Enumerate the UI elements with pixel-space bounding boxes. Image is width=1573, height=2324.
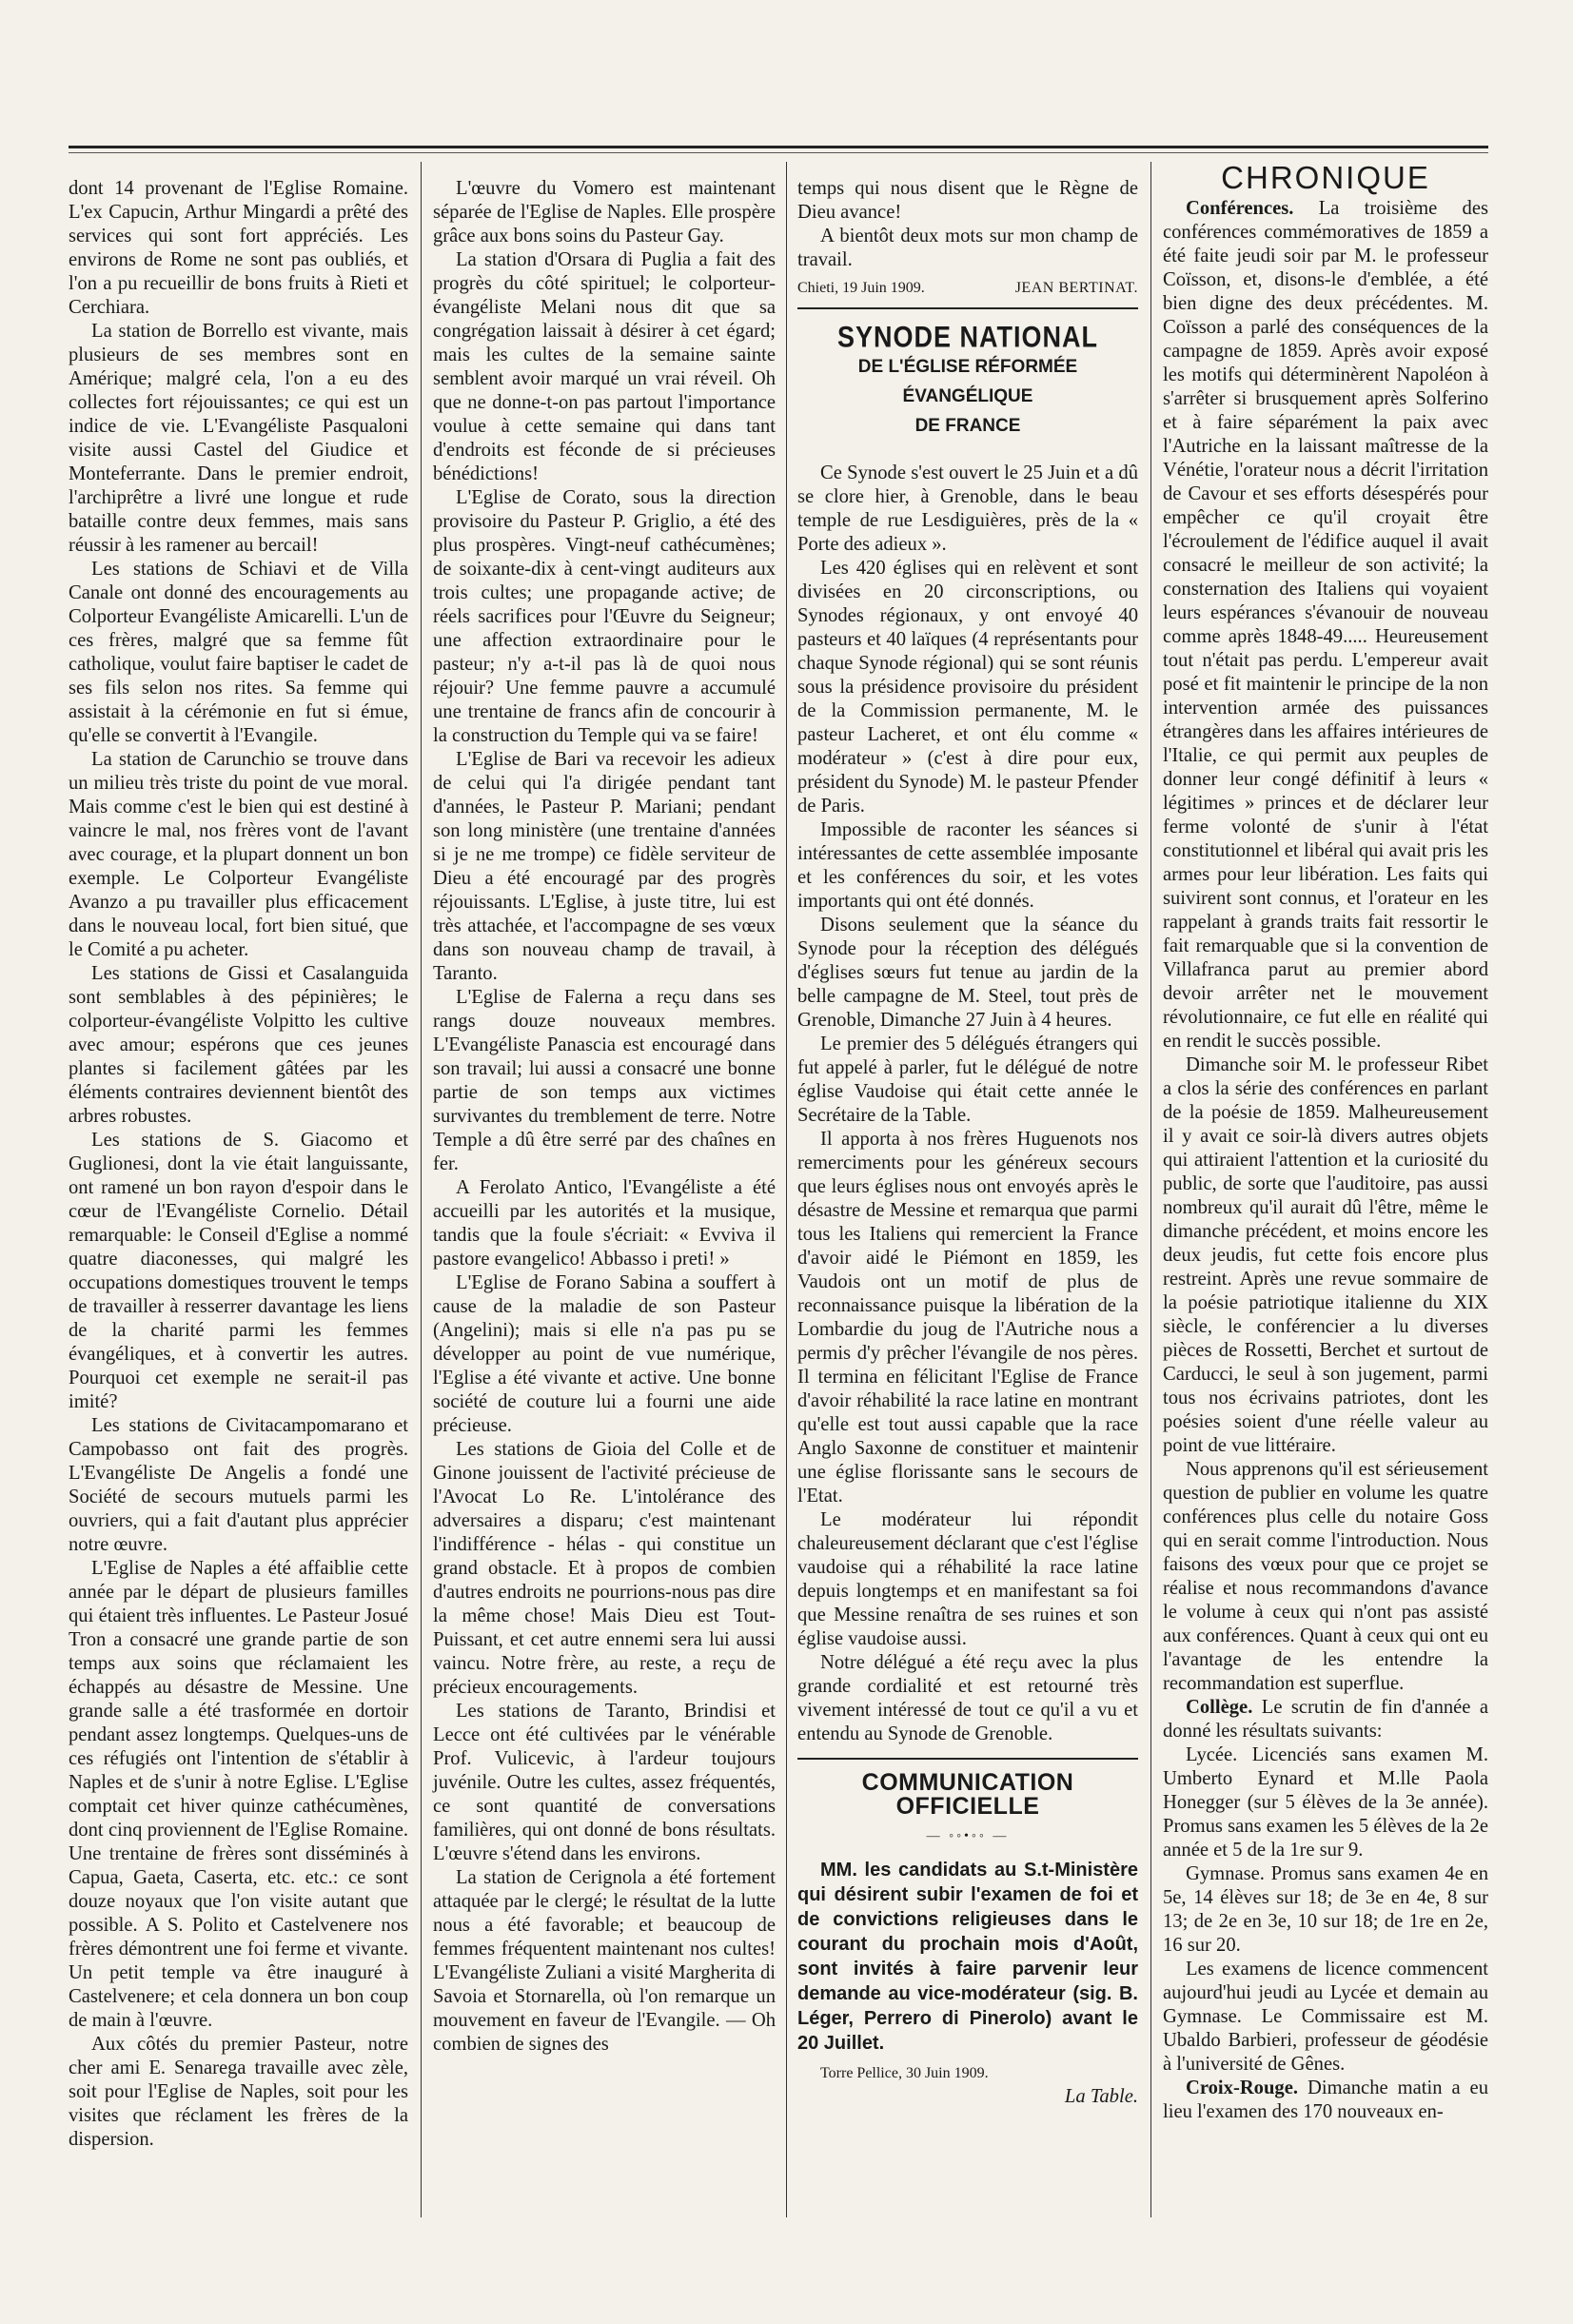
paragraph: Impossible de raconter les séances si intéressantes de cette assemblée imposante et les conférences du soir, et les votes importants qui ont été donnés. (797, 819, 1138, 912)
place-date: Chieti, 19 Juin 1909. (797, 280, 925, 296)
synode-subtitle-2: DE FRANCE (914, 416, 1021, 436)
communication-signature: La Table. (1064, 2086, 1138, 2107)
paragraph: Notre délégué a été reçu avec la plus grande cordialité et est retourné très vivement intéressé de tout ce qu'il a vu et entendu au Synode de Grenoble. (797, 1652, 1138, 1744)
paragraph: Le modérateur lui répondit chaleureusement déclarant que c'est l'église vaudoise qui a réhabilité la race latine depuis longtemps et en manifestant sa foi que Messine renaîtra de ses ruines et son église vaudoise aussi. (797, 1509, 1138, 1649)
column-3 (797, 177, 1138, 2109)
paragraph: Les stations de Gioia del Colle et de Ginone jouissent de l'activité précieuse de l'Avocat Lo Re. L'intolérance des adversaires a disparu; c'est maintenant l'indifférence - hélas - qui constitue un grand obstacle. Et à propos de combien d'autres endroits ne pourrions-nous pas dire la même chose! Mais Dieu est Tout-Puissant, et cet autre ennemi sera lui aussi vaincu. Notre frère, au reste, a reçu de précieux encouragements. (433, 1439, 776, 1698)
paragraph: L'Eglise de Naples a été affaiblie cette année par le départ de plusieurs familles qui étaient très influentes. Le Pasteur Josué Tron a consacré une grande partie de son temps aux soins que réclamaient les échappés au désastre de Messine. Une grande salle a été trasformée en dortoir pendant assez longtemps. Quelques-uns de ces réfugiés ont l'intention de s'établir à Naples et de s'unir à notre Eglise. L'Eglise comptait cet hiver quinze cathécumènes, dont cinq proviennent de l'Eglise Romaine. Une trentaine de frères sont disséminés à Capua, Gaeta, Caserta, etc. etc.: ce sont douze noyaux que l'on visite autant que possible. A S. Polito et Castelvenere nos frères démontrent une foi ferme et vivante. Un petit temple va être inauguré à Castelvenere; et cela donnera un bon coup de main à l'œuvre. (69, 1558, 408, 2031)
paragraph: L'Eglise de Falerna a reçu dans ses rangs douze nouveaux membres. L'Evangéliste Panascia est encouragé dans son travail; lui aussi a consacré une bonne partie de son temps aux victimes survivantes du tremblement de terre. Notre Temple a dû être serré par des chaînes en fer. (433, 987, 776, 1174)
top-rule-thin (69, 152, 1488, 153)
lead-label: Collège. (1186, 1697, 1253, 1718)
paragraph: Les examens de licence commencent aujourd'hui jeudi au Lycée et demain au Gymnase. Le Commissaire est M. Ubaldo Barbieri, professeur de géodésie à l'université de Gênes. (1163, 1959, 1488, 2075)
paragraph: Le premier des 5 délégués étrangers qui fut appelé à parler, fut le délégué de notre église Vaudoise qui était cette année le Secrétaire de la Table. (797, 1034, 1138, 1126)
column-2 (433, 177, 776, 2057)
signature-line (797, 276, 1138, 300)
paragraph: Dimanche soir M. le professeur Ribet a clos la série des conférences en parlant de la poésie de 1859. Malheureusement il y avait ce soir-là divers autres objets qui attiraient l'attention et la curiosité du public, de sorte que l'auditoire, pas aussi nombreux qu'il aurait dû l'être, même le dimanche précédent, et moins encore les deux jeudis, fut cette fois encore plus restreint. Après une revue sommaire de la poésie patriotique italienne du XIX siècle, le conférencier a lu diverses pièces de Rossetti, Berchet et surtout de Carducci, le seul à son jugement, parmi tous nos écrivains patriotes, dont les poésies soient d'une réelle valeur au point de vue littéraire. (1163, 1054, 1488, 1456)
paragraph: A Ferolato Antico, l'Evangéliste a été accueilli par les autorités et la musique, tandis que la foule s'écriait: « Evviva il pastore evangelico! Abbasso i preti! » (433, 1177, 776, 1270)
section-rule (797, 307, 1138, 309)
paragraph: Disons seulement que la séance du Synode pour la réception des délégués d'églises sœurs fut tenue au jardin de la belle campagne de M. Steel, tout près de Grenoble, Dimanche 27 Juin à 4 heures. (797, 915, 1138, 1031)
paragraph: L'œuvre du Vomero est maintenant séparée de l'Eglise de Naples. Elle prospère grâce aux bons soins du Pasteur Gay. (433, 178, 776, 246)
paragraph: Lycée. Licenciés sans examen M. Umberto Eynard et M.lle Paola Honegger (sur 5 élèves de la 3e année). Promus sans examen les 5 élèves de la 2e année et 5 de la 1re sur 9. (1163, 1744, 1488, 1861)
paragraph-text: Dimanche matin a eu lieu l'examen des 170 nouveaux en- (1163, 2078, 1488, 2122)
paragraph: Les 420 églises qui en relèvent et sont divisées en 20 circonscriptions, ou Synodes régionaux, y ont envoyé 40 pasteurs et 40 laïques (4 représentants pour chaque Synode régional) qui se sont réunis sous la présidence provisoire du président de la Commission permanente, M. le pasteur Lacheret, et ont élu comme « modérateur » (c'est à dire pour eux, président du Synode) M. le pasteur Pfender de Paris. (797, 558, 1138, 817)
paragraph: Gymnase. Promus sans examen 4e en 5e, 14 élèves sur 18; de 3e en 4e, 8 sur 13; de 2e en 3e, 10 sur 18; de 1re en 2e, 16 sur 20. (1163, 1863, 1488, 1956)
communication-title: COMMUNICATION OFFICIELLE (861, 1769, 1074, 1820)
paragraph: La station de Cerignola a été fortement attaquée par le clergé; le résultat de la lutte nous a été favorable; et beaucoup de femmes fréquentent maintenant nos cultes! L'Evangéliste Zuliani a visité Margherita di Savoia et Stornarella, où l'on remarque un mouvement en faveur de l'Evangile. — Oh combien de signes des (433, 1867, 776, 2055)
paragraph: Aux côtés du premier Pasteur, notre cher ami E. Senarega travaille avec zèle, soit pour l'Eglise de Naples, soit pour les visites que réclament les frères de la dispersion. (69, 2034, 408, 2150)
ornament: — ◦◦•◦◦ — (926, 1829, 1010, 1843)
paragraph: La station de Borrello est vivante, mais plusieurs de ses membres sont en Amérique; malgré cela, l'on a eu des collectes fort réjouissantes; ce qui est un indice de vie. L'Evangéliste Pasqualoni visite aussi Castel del Giudice et Monteferrante. Dans le premier endroit, l'archiprêtre a livré une longue et rude bataille contre deux femmes, mais sans réussir à les ramener au bercail! (69, 321, 408, 556)
section-rule (797, 1758, 1138, 1760)
paragraph: Les stations de S. Giacomo et Guglionesi, dont la vie était languissante, ont ramené un bon rayon d'espoir dans le cœur de l'Evangéliste Cornelio. Détail remarquable: le Conseil d'Eglise a nommé quatre diaconesses, qui malgré les occupations domestiques trouvent le temps de travailler à resserrer davantage les liens de la charité parmi les femmes évangéliques, et à convertir les autres. Pourquoi cet exemple ne serait-il pas imité? (69, 1130, 408, 1412)
column-separator (786, 162, 787, 2217)
paragraph: L'Eglise de Corato, sous la direction provisoire du Pasteur P. Griglio, a été des plus prospères. Vingt-neuf cathécumènes; de soixante-dix à cent-vingt auditeurs aux trois cultes; une propagande active; de réels sacrifices pour l'Œuvre du Seigneur; une affection extraordinaire pour le pasteur; n'y a-t-il pas là de quoi nous réjouir? Une femme pauvre a accumulé une trentaine de francs afin de concourir à la construction du Temple qui va se faire! (433, 487, 776, 746)
communication-text: MM. les candidats au S.t-Ministère qui désirent subir l'examen de foi et de convictions religieuses dans le courant du prochain mois d'Août, sont invités à faire parvenir leur demande au vice-modérateur (sig. B. Léger, Perrero di Pinerolo) avant le 20 Juillet. (797, 1860, 1138, 2054)
paragraph: dont 14 provenant de l'Eglise Romaine. L'ex Capucin, Arthur Mingardi a prêté des services qui sont fort appréciés. Les environs de Rome ne sont pas oubliés, et l'on a pu recueillir de bons fruits à Rieti et Cerchiara. (69, 178, 408, 318)
paragraph: Les stations de Taranto, Brindisi et Lecce ont été cultivées par le vénérable Prof. Vulicevic, à l'ardeur toujours juvénile. Outre les cultes, assez fréquentés, ce sont quantité de conversations familières, qui ont donné de bons résultats. L'œuvre s'étend dans les environs. (433, 1701, 776, 1864)
paragraph (1163, 2077, 1488, 2124)
synode-heading (797, 320, 1138, 441)
paragraph: La station d'Orsara di Puglia a fait des progrès du côté spirituel; le colporteur-évangéliste Melani nous dit que sa congrégation laissait à désirer à cet égard; mais les cultes de la semaine sainte semblent avoir marqué un vrai réveil. Oh que ne donne-t-on pas partout l'importance voulue à cette semaine qui dans tant d'endroits est féconde de si précieuses bénédictions! (433, 249, 776, 484)
paragraph: Les stations de Civitacampomarano et Campobasso ont fait des progrès. L'Evangéliste De Angelis a fondé une Société de secours mutuels parmi les ouvriers, qui a fait d'autant plus apprécier notre œuvre. (69, 1415, 408, 1555)
paragraph: A bientôt deux mots sur mon champ de travail. (797, 226, 1138, 270)
paragraph: Les stations de Gissi et Casalanguida sont semblables à des pépinières; le colporteur-évangéliste Volpitto les cultive avec amour; espérons que ces jeunes plantes si facilement gâtées par les éléments contraires deviennent bientôt des arbres robustes. (69, 963, 408, 1127)
paragraph: Il apporta à nos frères Huguenots nos remerciments pour les généreux secours que leurs églises nous ont envoyés après le désastre de Messine et remarqua que parmi tous les Italiens qui remercient la France d'avoir aidé le Piémont en 1859, les Vaudois ont un motif de plus de reconnaissance puisque la libération de la Lombardie du joug de l'Autriche nous a permis d'y prêcher l'évangile de nos pères. Il termina en félicitant l'Eglise de France d'avoir réhabilité la race latine en montrant qu'elle est tout aussi capable que la race Anglo Saxonne de constituer et maintenir une église florissante sans le secours de l'Etat. (797, 1129, 1138, 1507)
communication-place: Torre Pellice, 30 Juin 1909. (820, 2065, 989, 2081)
paragraph-text: Le scrutin de fin d'année a donné les résultats suivants: (1163, 1697, 1488, 1742)
paragraph-text: La troisième des conférences commémoratives de 1859 a été faite jeudi soir par M. le professeur Coïsson, et, disons-le d'emblée, a été bien digne des deux précédentes. M. Coïsson a parlé des conséquences de la campagne de 1859. Après avoir exposé les motifs qui déterminèrent Napoléon à s'arrêter si brusquement après Solferino et à faire séparément la paix avec l'Autriche en la laissant maîtresse de la Vénétie, l'orateur nous a décrit l'irritation de Cavour et ses efforts désespérés pour empêcher ce qu'il croyait être l'écroulement de l'édifice auquel il avait consacré le meilleur de son activité; la consternation des Italiens qui voyaient leurs espérances s'évanouir de nouveau comme après 1848-49..... Heureusement tout n'était pas perdu. L'empereur avait posé et fit maintenir le principe de la non intervention armée des puissances étrangères dans les affaires intérieures de l'Italie, ce qui permit aux peuples de donner leur congé définitif à leurs « légitimes » princes et de déclarer leur ferme volonté de s'unir à l'état constitutionnel et libéral qui avait pris les armes pour leur libération. Les faits qui suivirent sont connus, et l'orateur en les rappelant à grands traits fait ressortir le fait remarquable que si la convention de Villafranca parut au premier abord devoir arrêter net le mouvement révolutionnaire, ce fut elle en réalité qui en rendit le succès possible. (1163, 198, 1488, 1052)
column-separator (421, 162, 422, 2217)
signature: JEAN BERTINAT. (1014, 280, 1138, 296)
paragraph: L'Eglise de Forano Sabina a souffert à cause de la maladie de son Pasteur (Angelini); mais si elle n'a pas pu se développer au point de vue numérique, l'Eglise a été vivante et active. Une bonne société de couture lui a fourni une aide précieuse. (433, 1272, 776, 1436)
lead-label: Croix-Rouge. (1186, 2078, 1299, 2098)
paragraph (1163, 197, 1488, 1054)
synode-title: SYNODE NATIONAL (836, 320, 1098, 354)
synode-subtitle: DE L'ÉGLISE RÉFORMÉE ÉVANGÉLIQUE (857, 357, 1078, 406)
column-separator (1150, 162, 1151, 2217)
top-rule (69, 146, 1488, 148)
paragraph: Ce Synode s'est ouvert le 25 Juin et a dû se clore hier, à Grenoble, dans le beau temple de rue Lesdiguières, près de la « Porte des adieux ». (797, 463, 1138, 555)
lead-label: Conférences. (1186, 198, 1294, 219)
paragraph: Nous apprenons qu'il est sérieusement question de publier en volume les quatre conférences plus celle du notaire Goss qui en serait comme l'introduction. Nous faisons des vœux pour que ce projet se réalise et nous recommandons d'avance le volume à ceux qui n'ont pas assisté aux conférences. Quant à ceux qui ont eu l'avantage de les entendre la recommandation est superflue. (1163, 1459, 1488, 1694)
paragraph (1163, 1696, 1488, 1743)
paragraph: Les stations de Schiavi et de Villa Canale ont donné des encouragements au Colporteur Evangéliste Amicarelli. L'un de ces frères, malgré que sa femme fût catholique, voulut faire baptiser le cadet de ses fils selon nos rites. Sa femme qui assistait à la cérémonie en fut si émue, qu'elle se convertit à l'Evangile. (69, 559, 408, 746)
paragraph: temps qui nous disent que le Règne de Dieu avance! (797, 178, 1138, 223)
column-1 (69, 177, 408, 2152)
chronique-title: CHRONIQUE (1221, 160, 1430, 195)
column-4 (1163, 160, 1488, 2124)
paragraph: L'Eglise de Bari va recevoir les adieux de celui qui l'a dirigée pendant tant d'années, le Pasteur P. Mariani; pendant son long ministère (une trentaine d'années si je ne me trompe) ce fidèle serviteur de Dieu a été encouragé par des progrès réjouissants. L'Eglise, à juste titre, lui est très attachée, et l'accompagne de ses vœux dans son nouveau champ de travail, à Taranto. (433, 749, 776, 984)
paragraph: La station de Carunchio se trouve dans un milieu très triste du point de vue moral. Mais comme c'est le bien qui est destiné à vaincre le mal, nos frères vont de l'avant avec courage, et la plupart donnent un bon exemple. Le Colporteur Evangéliste Avanzo a pu travailler plus efficacement dans le nouveau local, fort bien situé, que le Comité a pu acheter. (69, 749, 408, 960)
